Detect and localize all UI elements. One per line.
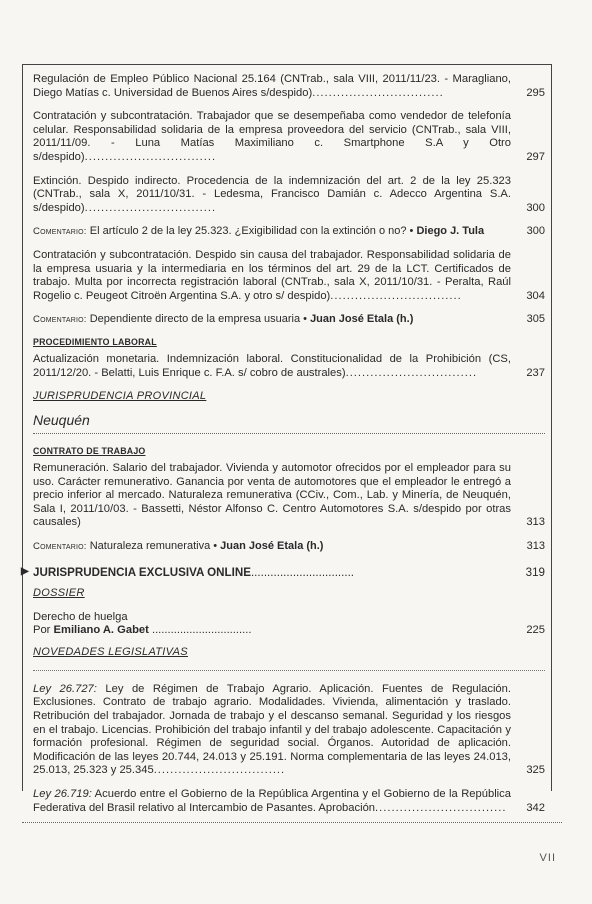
page-number: 300 — [526, 225, 545, 238]
page-number: 342 — [526, 801, 545, 814]
dot-leader: ................................ — [153, 764, 286, 777]
comment-label: Comentario: — [33, 541, 87, 553]
toc-comment[interactable]: Comentario: El artículo 2 de la ley 25.323. ¿Exigibilidad con la extinción o no? • Diego J. Tula 300 — [33, 225, 545, 238]
section-heading: CONTRATO DE TRABAJO — [33, 446, 146, 457]
comment-text: Naturaleza remunerativa — [89, 540, 211, 553]
law-entry[interactable] — [33, 683, 545, 778]
online-label: JURISPRUDENCIA EXCLUSIVA ONLINE — [33, 565, 251, 579]
online-link[interactable] — [21, 566, 545, 579]
toc-entry[interactable] — [33, 110, 545, 164]
folio-number: VII — [539, 852, 556, 864]
law-text: Ley de Régimen de Trabajo Agrario. Aplicación. Fuentes de Regulación. Exclusiones. Contrato de trabajo agrario. Modalidades. Vivienda, alimentación y traslado. Retribución del trabajador. Jornada de trabajo y el descanso semanal. Seguridad y los riesgos en el trabajo. Licencias. Prohibición del trabajo infantil y del trabajo adolescente. Capacitación y formación profesional. Régimen de seguridad social. Órganos. Autoridad de aplicación. Modificación de las leyes 20.744, 24.013 y 25.191. Norma complementaria de las leyes 24.013, 25.013, 25.323 y 25.345 — [33, 682, 511, 777]
table-of-contents — [21, 73, 545, 825]
comment-text: El artículo 2 de la ley 25.323. ¿Exigibilidad con la extinción o no? — [89, 225, 407, 238]
section-heading: PROCEDIMIENTO LABORAL — [33, 336, 157, 347]
entry-text: Remuneración. Salario del trabajador. Vivienda y automotor ofrecidos por el empleador para su uso. Carácter remunerativo. Ganancia por venta de automotores que el empleador le entregó a precio inferior al mercado. Naturaleza remunerativa (CCiv., Com., Lab. y Minería, de Neuquén, Sala I, 2011/10/03. - Bassetti, Néstor Alfonso C. Centro Automotores S.A. s/despido por otras causales) — [33, 462, 511, 529]
law-entry[interactable] — [33, 788, 545, 815]
page-number: 295 — [526, 86, 545, 99]
dot-leader: ................................ — [312, 86, 444, 99]
entry-text: Actualización monetaria. Indemnización laboral. Constitucionalidad de la Prohibición (CS, 2011/12/20. - Belatti, Luis Enrique c. F.A. s/ cobro de australes) — [33, 352, 511, 379]
toc-entry[interactable] — [33, 175, 545, 216]
comment-label: Comentario: — [33, 314, 87, 326]
page-number: 305 — [526, 313, 545, 326]
toc-comment[interactable]: Comentario: Naturaleza remunerativa • Juan José Etala (h.) 313 — [33, 540, 545, 553]
dossier-entry[interactable] — [33, 611, 545, 638]
page-number: 300 — [526, 201, 545, 214]
law-number: Ley 26.719: — [33, 788, 92, 800]
by-label: Por — [33, 624, 51, 637]
law-text: Acuerdo entre el Gobierno de la República Argentina y el Gobierno de la República Federativa del Brasil relativo al Intercambio de Pasantes. Aprobación — [33, 788, 511, 814]
dot-leader: ................................ — [84, 201, 217, 214]
dossier-title: Derecho de huelga — [33, 610, 128, 623]
entry-text: Contratación y subcontratación. Trabajador que se desempeñaba como vendedor de telefonía celular. Responsabilidad solidaria de la empresa proveedora del servicio (CNTrab., sala VIII, 2011/11/09. - Luna Matías Maximiliano c. Smartphone S.A y Otro s/despido) — [33, 110, 511, 163]
dossier-author: Emiliano A. Gabet — [53, 624, 149, 637]
dot-leader: ................................ — [330, 289, 462, 302]
page-number: 325 — [526, 764, 545, 777]
comment-author: Juan José Etala (h.) — [310, 313, 414, 326]
footer-rule — [22, 822, 562, 823]
triangle-right-icon: ▶ — [21, 565, 29, 577]
page-number: 297 — [526, 150, 545, 163]
toc-entry[interactable] — [33, 462, 545, 530]
entry-text: Extinción. Despido indirecto. Procedencia de la indemnización del art. 2 de la ley 25.323 (CNTrab., sala X, 2011/10/31. - Ledesma, Francisco Damián c. Adecco Argentina S.A. s/despido) — [33, 174, 511, 214]
law-number: Ley 26.727: — [33, 682, 97, 695]
dot-leader: ................................ — [250, 565, 355, 579]
dotted-divider — [33, 670, 545, 671]
novedades-heading: NOVEDADES LEGISLATIVAS — [33, 645, 188, 658]
toc-entry[interactable] — [33, 249, 545, 303]
page-number: 313 — [526, 540, 545, 553]
section-heading-provincial: JURISPRUDENCIA PROVINCIAL — [33, 390, 207, 403]
region-heading: Neuquén — [33, 412, 545, 434]
page-number: 304 — [526, 289, 545, 302]
entry-text: Regulación de Empleo Público Nacional 25.164 (CNTrab., sala VIII, 2011/11/23. - Maragliano, Diego Matías c. Universidad de Buenos Aires s/despido) — [33, 73, 511, 99]
page-number: 237 — [526, 366, 545, 379]
dot-leader: ................................ — [375, 801, 507, 814]
dot-leader: ................................ — [151, 624, 252, 637]
comment-author: Juan José Etala (h.) — [220, 540, 324, 553]
comment-label: Comentario: — [33, 226, 87, 238]
toc-entry[interactable] — [33, 73, 545, 100]
toc-entry[interactable] — [33, 353, 545, 380]
page-number: 313 — [526, 516, 545, 529]
page-number: 225 — [526, 624, 545, 637]
toc-comment[interactable]: Comentario: Dependiente directo de la empresa usuaria • Juan José Etala (h.) 305 — [33, 313, 545, 326]
page-number: 319 — [525, 565, 545, 579]
comment-author: Diego J. Tula — [416, 225, 485, 238]
entry-text: Contratación y subcontratación. Despido sin causa del trabajador. Responsabilidad solidaria de la empresa usuaria y la intermediaria en los términos del art. 29 de la LCT. Certificados de trabajo. Multa por incorrecta registración laboral (CNTrab., sala X, 2011/10/31. - Peralta, Raúl Rogelio c. Peugeot Citroën Argentina S.A. y otro s/ despido) — [33, 248, 511, 302]
dot-leader: ................................ — [84, 150, 217, 163]
comment-text: Dependiente directo de la empresa usuaria — [89, 313, 301, 326]
dossier-heading: DOSSIER — [33, 586, 85, 599]
dot-leader: ................................ — [345, 366, 478, 379]
